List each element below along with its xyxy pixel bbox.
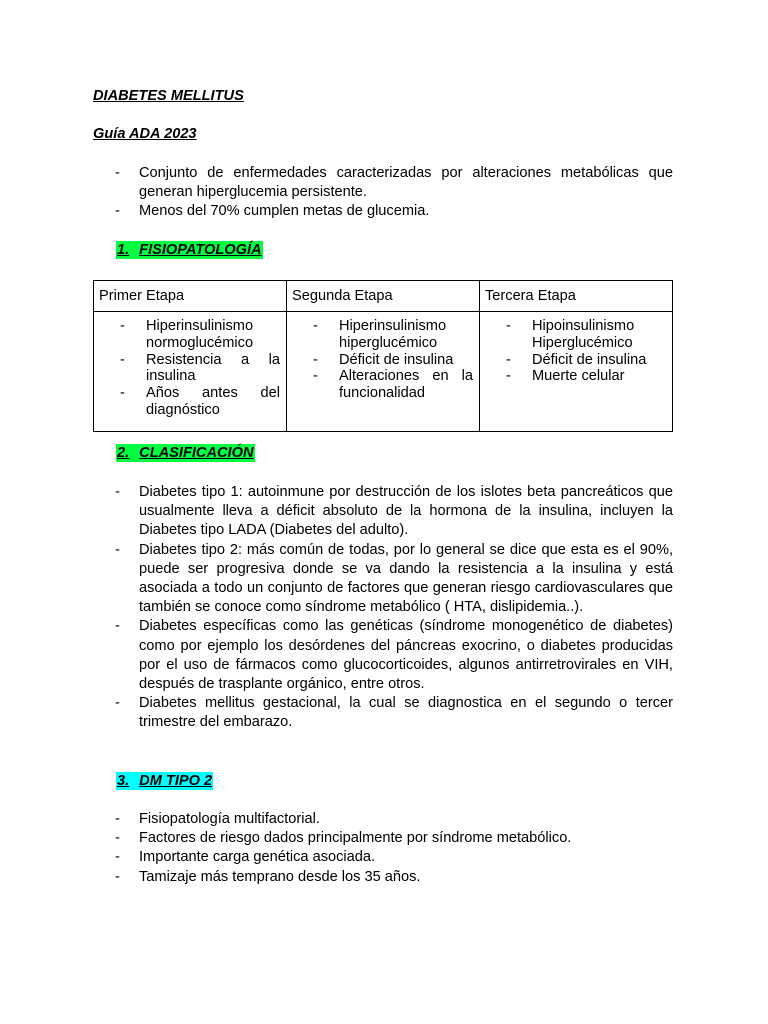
list-item: - Diabetes tipo 2: más común de todas, por lo general se dice que esta es el 90%, puede ser progresiva donde se va dando la resistencia a la insulina y está asociada a todo un conjunto de factores que generan riesgo cardiovasculares que también se conoce como síndrome metabólico ( HTA, dislipidemia..). bbox=[113, 541, 673, 618]
list-item: - Diabetes mellitus gestacional, la cual se diagnostica en el segundo o tercer trimestre del embarazo. bbox=[113, 694, 673, 732]
cell-list bbox=[287, 318, 473, 402]
list-item: - Resistencia a la insulina bbox=[120, 352, 280, 386]
list-item: - Diabetes tipo 1: autoinmune por destrucción de los islotes beta pancreáticos que usualmente lleva a déficit absoluto de la hormona de la insulina, incluyen la Diabetes tipo LADA (Diabetes del adulto). bbox=[113, 483, 673, 541]
classification-list bbox=[113, 483, 673, 733]
list-item: - Diabetes específicas como las genéticas (síndrome monogenético de diabetes) como por ejemplo los desórdenes del páncreas exocrino, o diabetes producidas por el uso de fármacos como glucocorticoides, algunos antirretrovirales en VIH, después de trasplante orgánico, entre otros. bbox=[113, 617, 673, 694]
list-item: - Hiperinsulinismo hiperglucémico bbox=[313, 318, 473, 352]
list-item: - Déficit de insulina bbox=[313, 352, 473, 369]
section-heading-clasificacion bbox=[116, 444, 255, 462]
list-item: - Hipoinsulinismo Hiperglucémico bbox=[506, 318, 666, 352]
list-item: - Menos del 70% cumplen metas de glucemia. bbox=[113, 202, 673, 221]
list-item: - Años antes del diagnóstico bbox=[120, 385, 280, 419]
cell-list bbox=[94, 318, 280, 419]
table-cell bbox=[94, 312, 287, 432]
section-heading-fisiopatologia bbox=[116, 241, 263, 259]
list-item: - Déficit de insulina bbox=[506, 352, 666, 369]
list-item: - Conjunto de enfermedades caracterizadas por alteraciones metabólicas que generan hiperglucemia persistente. bbox=[113, 164, 673, 202]
table-header-cell: Segunda Etapa bbox=[287, 281, 480, 312]
section-number: 2. bbox=[117, 445, 130, 461]
section-title: DM TIPO 2 bbox=[139, 773, 213, 789]
section-number: 1. bbox=[117, 242, 130, 258]
list-item: - Importante carga genética asociada. bbox=[113, 848, 673, 867]
document-title: DIABETES MELLITUS bbox=[93, 88, 244, 104]
list-item: - Alteraciones en la funcionalidad bbox=[313, 368, 473, 402]
section-number: 3. bbox=[117, 773, 130, 789]
stages-table bbox=[93, 280, 673, 432]
table-row bbox=[94, 312, 673, 432]
cell-list bbox=[480, 318, 666, 385]
list-item: - Tamizaje más temprano desde los 35 años. bbox=[113, 868, 673, 887]
list-item: - Fisiopatología multifactorial. bbox=[113, 810, 673, 829]
list-item: - Factores de riesgo dados principalmente por síndrome metabólico. bbox=[113, 829, 673, 848]
list-item: - Muerte celular bbox=[506, 368, 666, 385]
dm2-list bbox=[113, 810, 673, 887]
table-header-cell: Tercera Etapa bbox=[480, 281, 673, 312]
section-title: CLASIFICACIÓN bbox=[139, 445, 254, 461]
table-cell bbox=[480, 312, 673, 432]
table-header-row bbox=[94, 281, 673, 312]
section-heading-dm-tipo-2 bbox=[116, 772, 213, 790]
document-subtitle: Guía ADA 2023 bbox=[93, 126, 197, 142]
table-cell bbox=[287, 312, 480, 432]
intro-list bbox=[113, 164, 673, 222]
list-item: - Hiperinsulinismo normoglucémico bbox=[120, 318, 280, 352]
table-header-cell: Primer Etapa bbox=[94, 281, 287, 312]
section-title: FISIOPATOLOGÍA bbox=[139, 242, 262, 258]
